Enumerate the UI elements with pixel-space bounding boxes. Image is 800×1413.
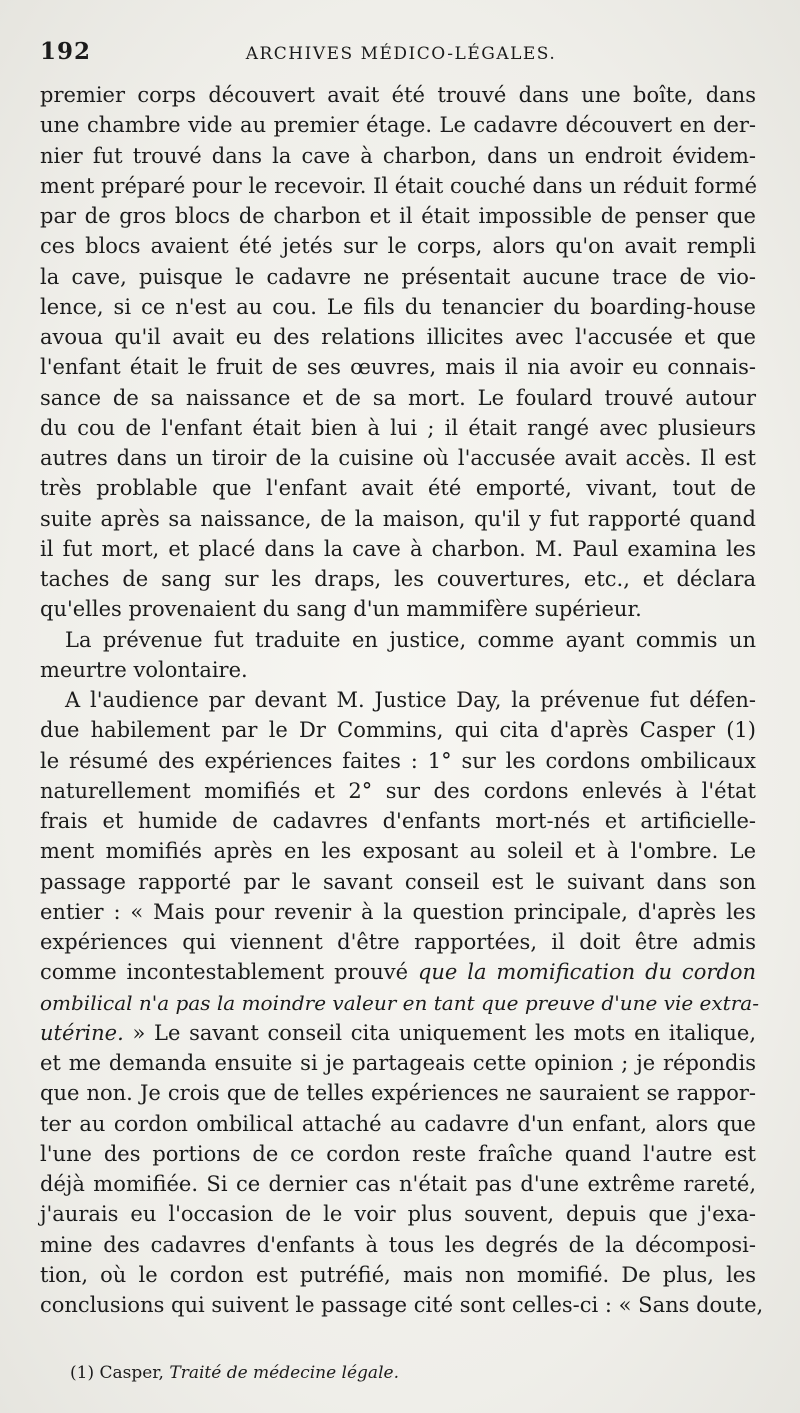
text-line: entier : « Mais pour revenir à la question principale, d'après les [40, 899, 756, 924]
italic-line: ombilical n'a pas la moindre valeur en tant que preuve d'une vie extra- [40, 990, 759, 1015]
text-line: conclusions qui suivent le passage cité sont celles-ci : « Sans doute, [40, 1293, 764, 1317]
text-line: sance de sa naissance et de sa mort. Le foulard trouvé autour [40, 385, 756, 410]
text-line: ter au cordon ombilical attaché au cadavre d'un enfant, alors que [40, 1111, 756, 1136]
text-line: ment préparé pour le recevoir. Il était couché dans un réduit formé [40, 173, 758, 198]
text-line: mine des cadavres d'enfants à tous les degrés de la décomposi- [40, 1232, 756, 1257]
text-line: déjà momifiée. Si ce dernier cas n'était pas d'une extrême rareté, [40, 1172, 756, 1196]
text-line: une chambre vide au premier étage. Le cadavre découvert en der- [40, 113, 756, 138]
text-line: très problable que l'enfant avait été emporté, vivant, tout de [40, 476, 756, 501]
footnote [70, 1363, 399, 1383]
text-line: La prévenue fut traduite en justice, comme ayant commis un [65, 627, 756, 652]
text-line: par de gros blocs de charbon et il était impossible de penser que [40, 204, 756, 228]
page-header [40, 38, 762, 72]
text-line: l'enfant était le fruit de ses œuvres, mais il nia avoir eu connais- [40, 355, 756, 380]
text-line: autres dans un tiroir de la cuisine où l'accusée avait accès. Il est [40, 446, 756, 470]
text-line: ment momifiés après en les exposant au soleil et à l'ombre. Le [40, 839, 756, 864]
footnote-title: Traité de médecine légale. [169, 1363, 399, 1383]
text-line: taches de sang sur les draps, les couvertures, etc., et déclara [40, 567, 756, 591]
italic-run: utérine. [40, 1020, 124, 1045]
text-line: j'aurais eu l'occasion de le voir plus souvent, depuis que j'exa- [40, 1202, 756, 1227]
text-line: du cou de l'enfant était bien à lui ; il était rangé avec plusieurs [40, 415, 756, 440]
text-line: suite après sa naissance, de la maison, qu'il y fut rapporté quand [40, 506, 756, 531]
text-line: passage rapporté par le savant conseil est le suivant dans son [40, 869, 756, 894]
text-line: que non. Je crois que de telles expériences ne sauraient se rappor- [40, 1081, 756, 1106]
text-line: qu'elles provenaient du sang d'un mammifère supérieur. [40, 597, 642, 622]
text-line: expériences qui viennent d'être rapportées, il doit être admis [40, 930, 756, 954]
page-number: 192 [40, 38, 92, 65]
text-run: comme incontestablement prouvé [40, 960, 418, 985]
text-line: naturellement momifiés et 2° sur des cordons enlevés à l'état [40, 778, 756, 803]
text-line: ces blocs avaient été jetés sur le corps, alors qu'on avait rempli [40, 234, 756, 259]
text-line: due habilement par le Dr Commins, qui cita d'après Casper (1) [40, 718, 756, 743]
text-line: lence, si ce n'est au cou. Le fils du tenancier du boarding-house [40, 294, 756, 319]
text-line: meurtre volontaire. [40, 657, 248, 682]
text-line: il fut mort, et placé dans la cave à charbon. M. Paul examina les [40, 536, 756, 561]
footnote-marker: (1) Casper, [70, 1363, 170, 1383]
text-line: A l'audience par devant M. Justice Day, la prévenue fut défen- [65, 688, 756, 712]
text-line: avoua qu'il avait eu des relations illicites avec l'accusée et que [40, 325, 756, 349]
text-line: tion, où le cordon est putréfié, mais non momifié. De plus, les [40, 1262, 756, 1287]
text-line: premier corps découvert avait été trouvé dans une boîte, dans [40, 83, 756, 107]
text-line-mixed [40, 957, 756, 987]
body-text [40, 80, 764, 1320]
text-line: et me demanda ensuite si je partageais cette opinion ; je répondis [40, 1051, 756, 1075]
text-line-mixed [40, 1018, 756, 1048]
text-line: nier fut trouvé dans la cave à charbon, dans un endroit évidem- [40, 143, 756, 168]
text-line: frais et humide de cadavres d'enfants mort-nés et artificielle- [40, 809, 756, 833]
text-run: » Le savant conseil cita uniquement les mots en italique, [123, 1020, 756, 1045]
text-line: la cave, puisque le cadavre ne présentait aucune trace de vio- [40, 264, 756, 289]
text-line: le résumé des expériences faites : 1° sur les cordons ombilicaux [40, 748, 756, 773]
italic-run: que la momification du cordon [417, 960, 756, 985]
text-line: l'une des portions de ce cordon reste fraîche quand l'autre est [40, 1141, 756, 1166]
running-head: ARCHIVES MÉDICO-LÉGALES. [245, 44, 557, 64]
